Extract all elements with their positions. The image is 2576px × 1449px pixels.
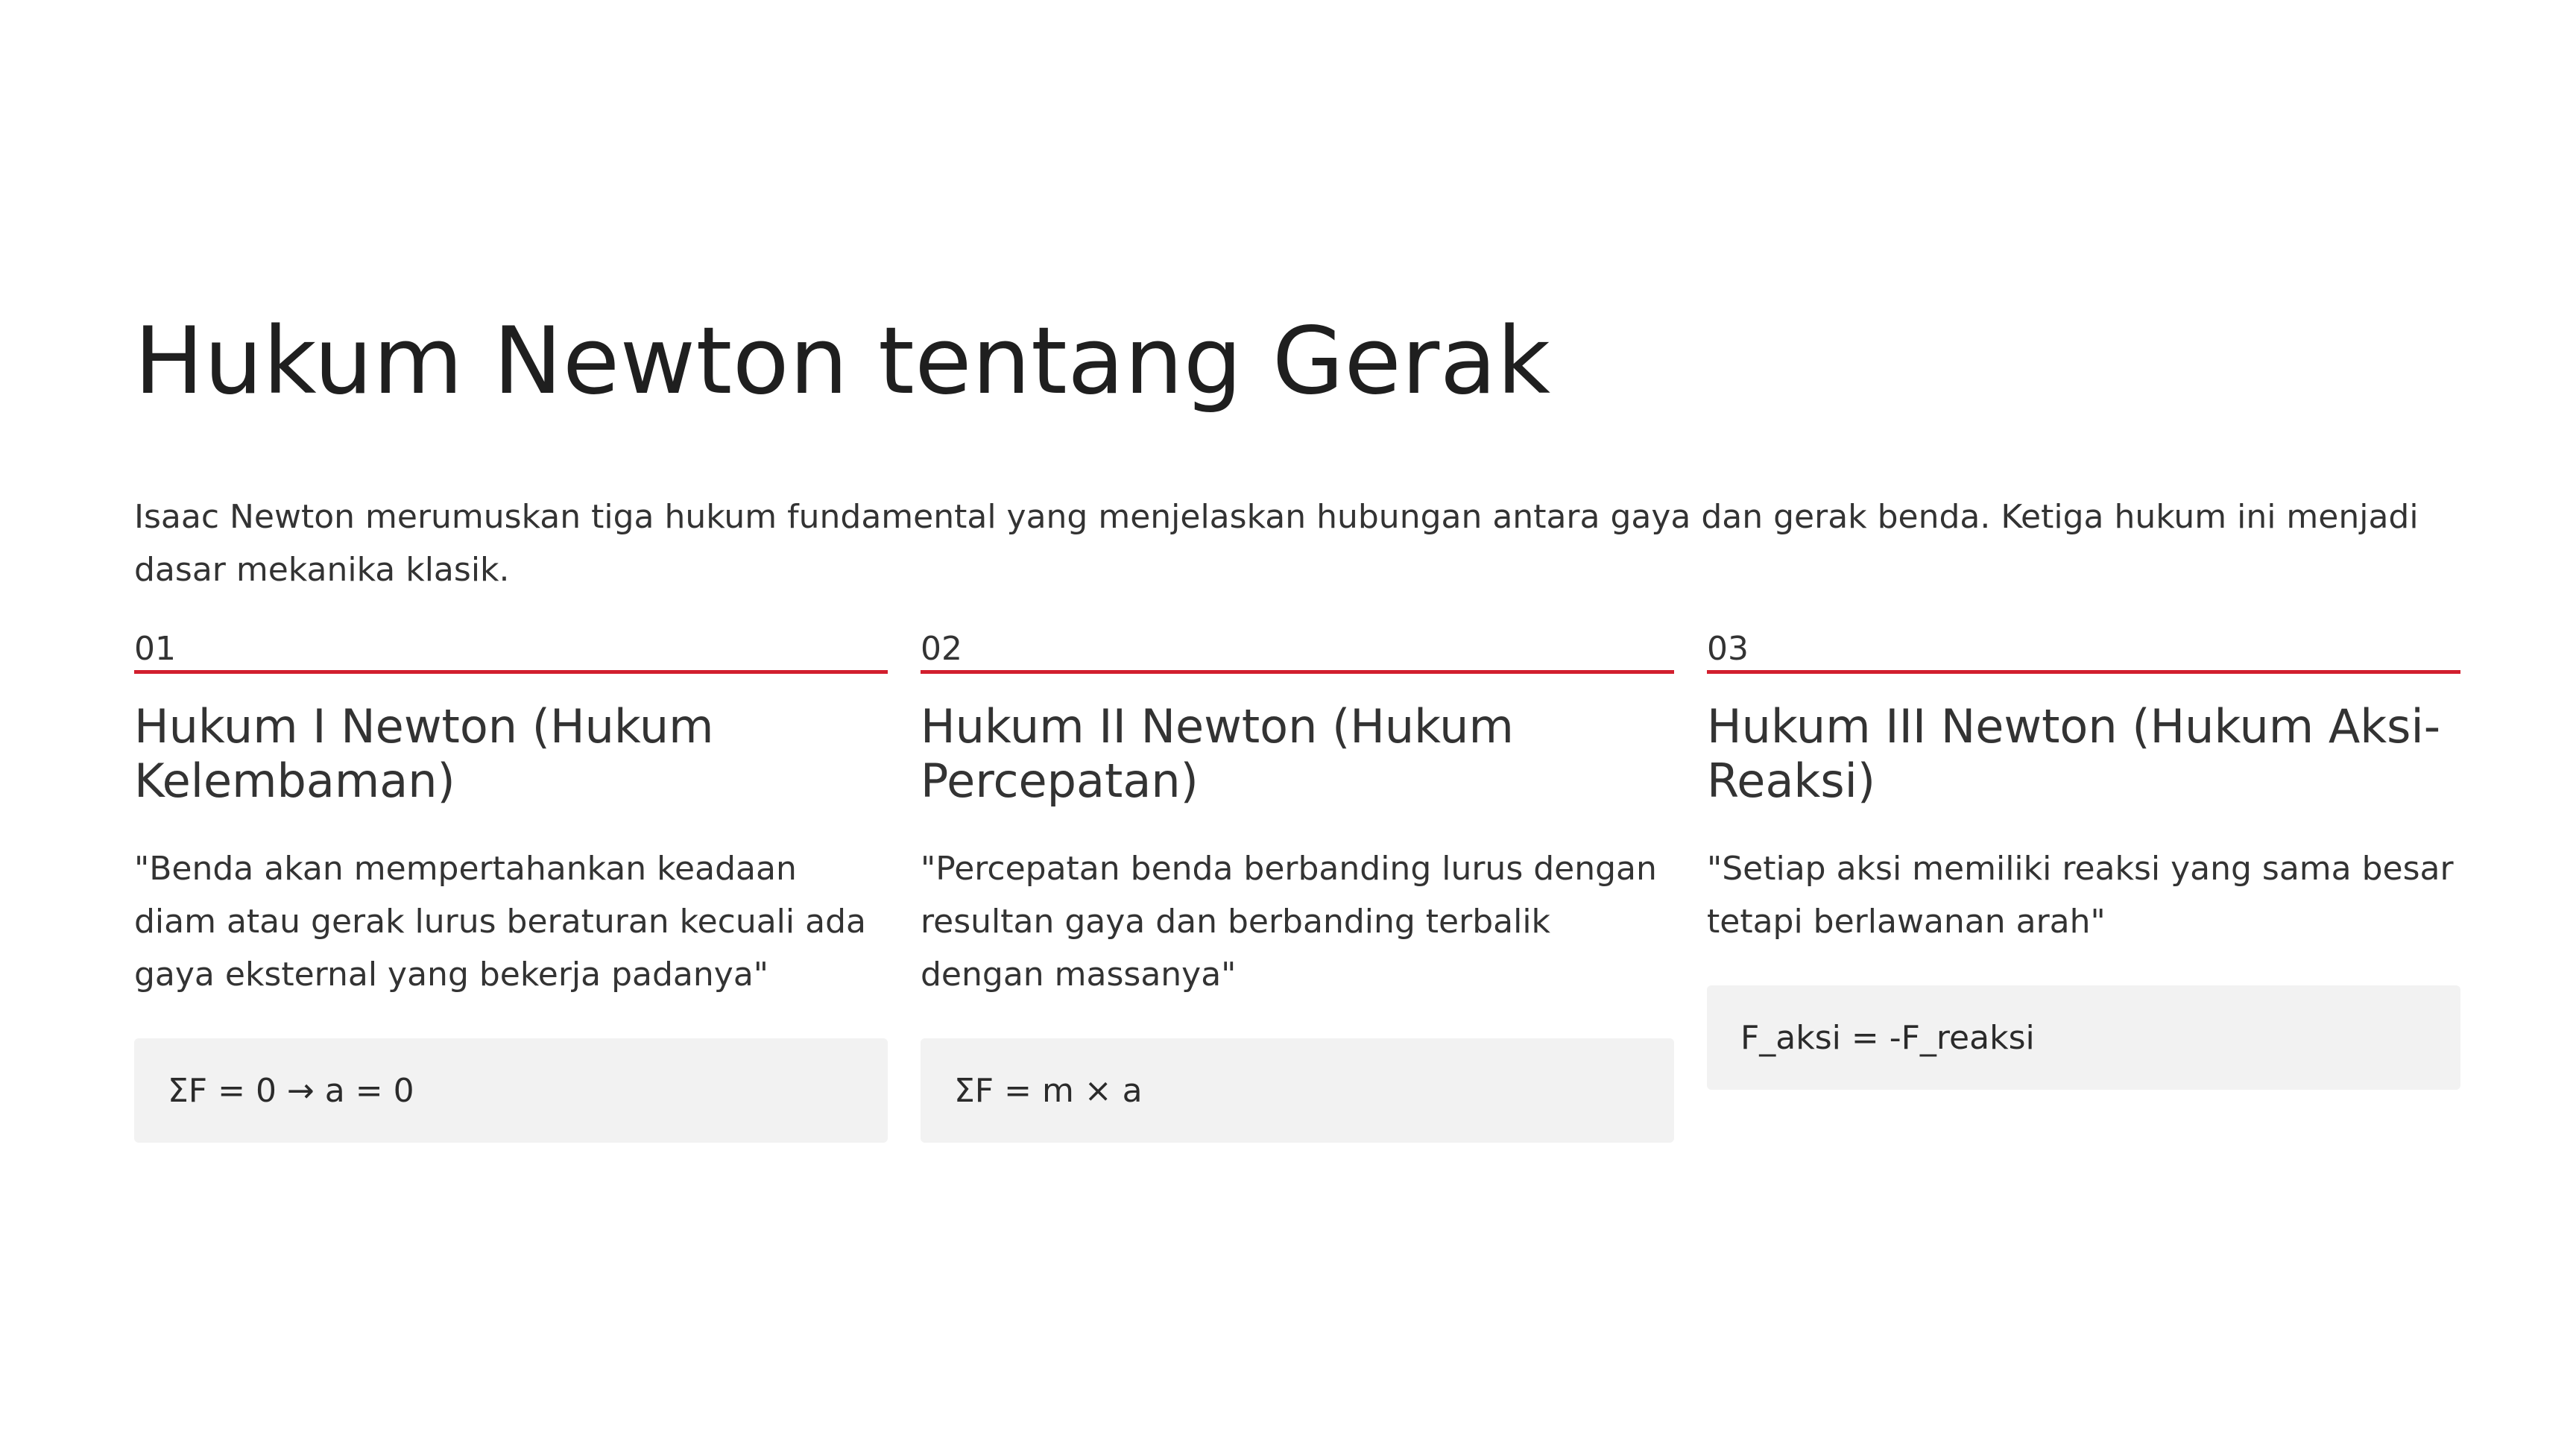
- law-card-3: [1707, 630, 2460, 1143]
- formula-box: [1707, 985, 2460, 1090]
- page-title: Hukum Newton tentang Gerak: [134, 308, 1551, 415]
- law-number: 01: [134, 630, 888, 674]
- laws-columns: [134, 630, 2460, 1143]
- formula-text: F_aksi = -F_reaksi: [1740, 1018, 2035, 1057]
- slide: [134, 302, 2460, 1110]
- law-title: Hukum II Newton (Hukum Percepatan): [921, 699, 1514, 808]
- law-statement: "Percepatan benda berbanding lurus dengan resultan gaya dan berbanding terbalik dengan massanya": [921, 850, 1657, 994]
- law-card-1: [134, 630, 888, 1143]
- law-number: 03: [1707, 630, 2460, 674]
- law-number: 02: [921, 630, 1674, 674]
- law-statement: "Benda akan mempertahankan keadaan diam atau gerak lurus beraturan kecuali ada gaya eksternal yang bekerja padanya": [134, 850, 866, 994]
- formula-box: [134, 1038, 888, 1143]
- law-card-2: [921, 630, 1674, 1143]
- formula-box: [921, 1038, 1674, 1143]
- formula-text: ΣF = m × a: [954, 1071, 1143, 1110]
- intro-paragraph: Isaac Newton merumuskan tiga hukum fundamental yang menjelaskan hubungan antara gaya dan gerak benda. Ketiga hukum ini menjadi dasar mekanika klasik.: [134, 498, 2419, 589]
- formula-text: ΣF = 0 → a = 0: [168, 1071, 414, 1110]
- law-title: Hukum III Newton (Hukum Aksi-Reaksi): [1707, 699, 2441, 808]
- law-statement: "Setiap aksi memiliki reaksi yang sama besar tetapi berlawanan arah": [1707, 850, 2454, 941]
- law-title: Hukum I Newton (Hukum Kelembaman): [134, 699, 714, 808]
